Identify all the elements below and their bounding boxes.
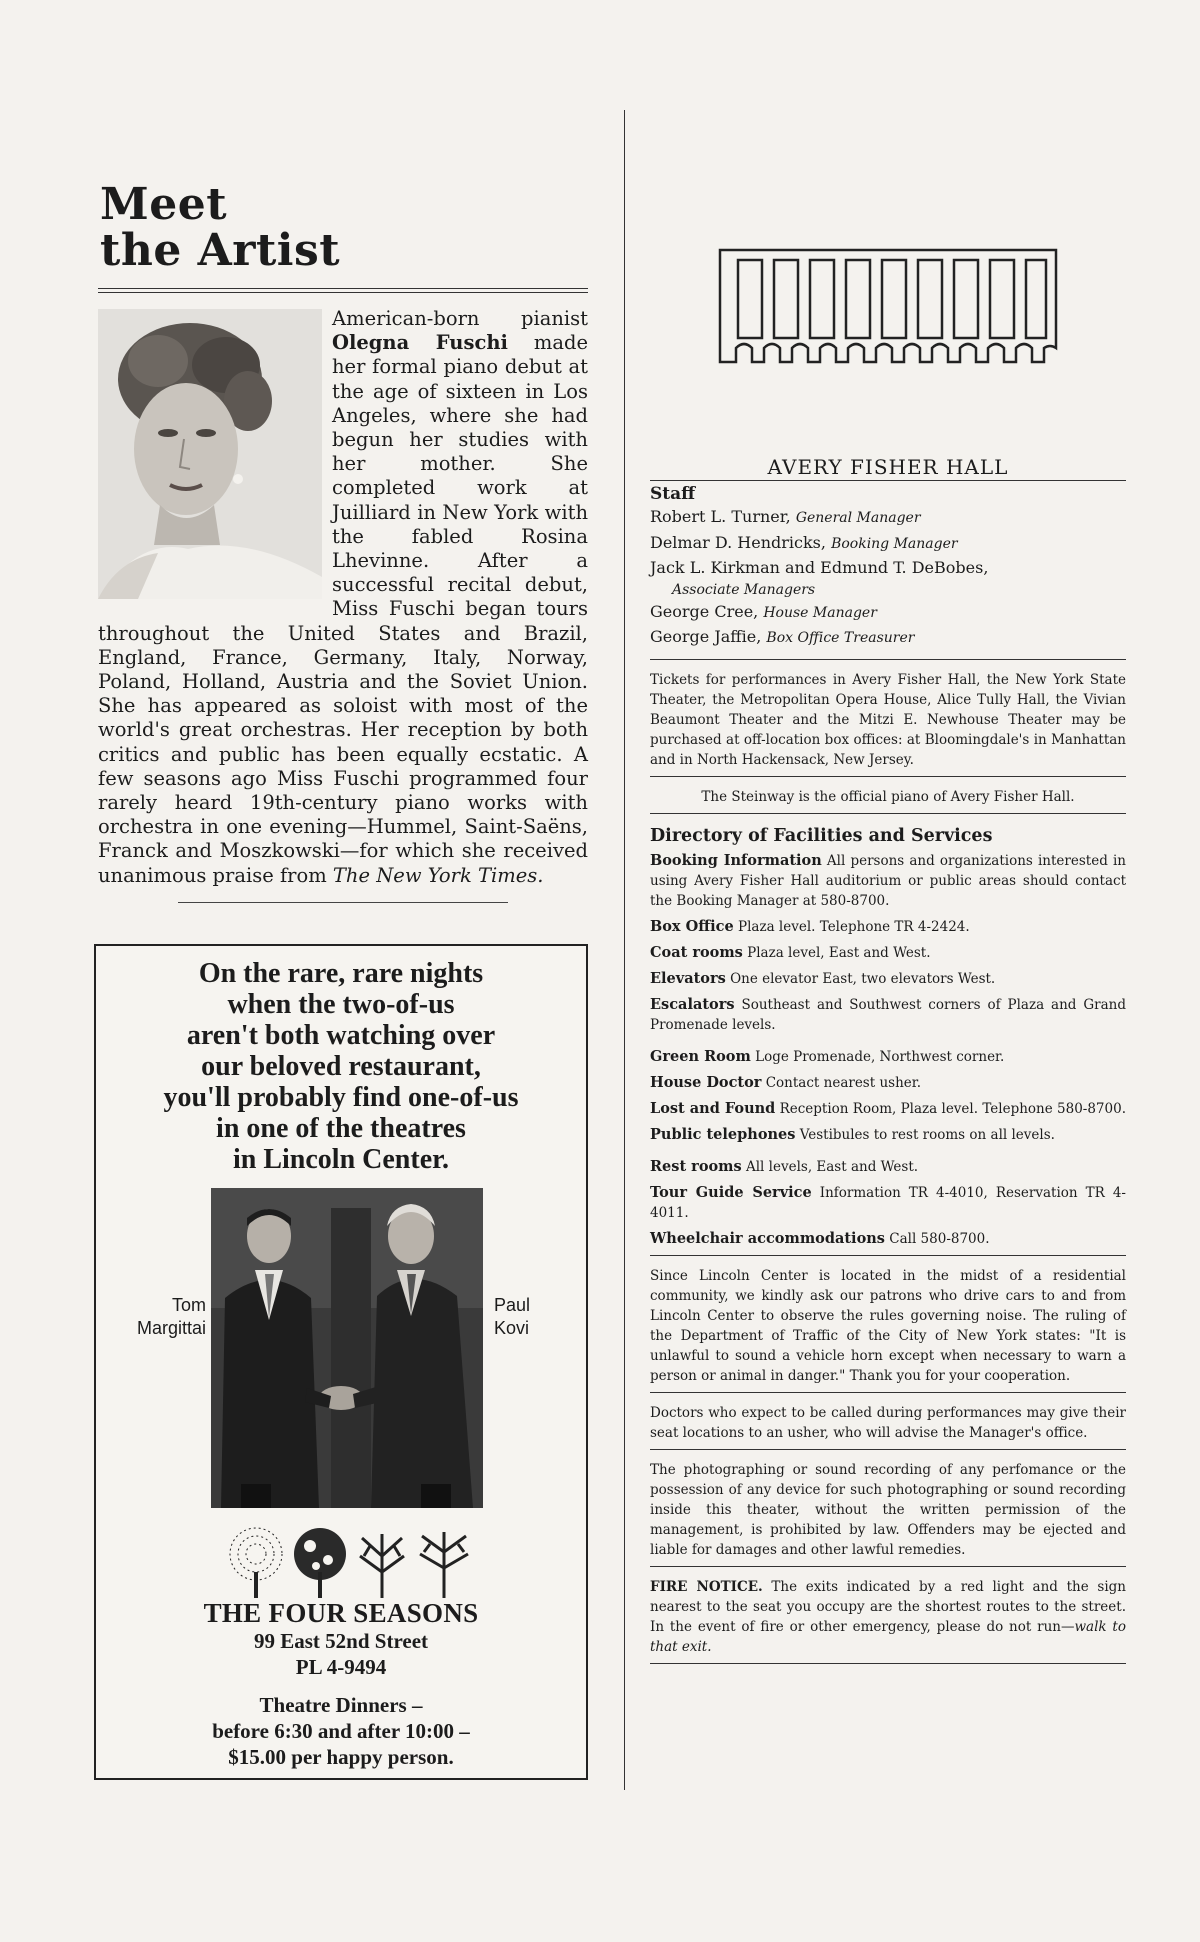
restaurant-address: 99 East 52nd Street	[253, 1629, 429, 1653]
headline-line: in one of the theatres	[216, 1113, 466, 1144]
headline-line: aren't both watching over	[186, 1020, 496, 1051]
offer-line-2: before 6:30 and after 10:00 –	[212, 1719, 470, 1743]
restaurant-phone: PL 4-9494	[295, 1655, 387, 1679]
staff-role: Box Office Treasurer	[766, 630, 915, 646]
directory-label: Tour Guide Service	[650, 1183, 812, 1201]
directory-text: Southeast and Southwest corners of Plaza and Grand Promenade levels.	[650, 996, 1126, 1033]
artist-name: Olegna Fuschi	[332, 331, 508, 355]
staff-line	[650, 505, 1126, 531]
four-seasons-advertisement	[94, 944, 588, 1780]
title-line-1: Meet	[100, 179, 228, 230]
headline-line: our beloved restaurant,	[201, 1051, 481, 1082]
directory-text: Vestibules to rest rooms on all levels.	[795, 1126, 1055, 1143]
directory-label: Booking Information	[650, 851, 822, 869]
artist-portrait	[98, 309, 322, 599]
fire-notice-label: FIRE NOTICE.	[650, 1578, 763, 1595]
directory-item	[650, 851, 1126, 911]
directory-label: Escalators	[650, 995, 735, 1013]
directory-text: Reception Room, Plaza level. Telephone 580-8700.	[775, 1100, 1126, 1117]
staff-role: House Manager	[763, 604, 877, 621]
hall-title: AVERY FISHER HALL	[767, 455, 1009, 479]
steinway-notice: The Steinway is the official piano of Avery Fisher Hall.	[701, 788, 1075, 805]
column-divider	[624, 110, 625, 1790]
directory-label: Coat rooms	[650, 943, 743, 961]
caption-right	[494, 1294, 584, 1340]
artist-bio	[98, 307, 588, 888]
directory-item	[650, 1099, 1126, 1119]
owners-photo	[211, 1188, 483, 1508]
directory-text: All levels, East and West.	[741, 1158, 919, 1175]
directory-text: Contact nearest usher.	[761, 1074, 922, 1091]
directory-item	[650, 917, 1126, 937]
rule	[650, 480, 1126, 481]
ad-headline	[96, 958, 586, 1175]
rule	[650, 813, 1126, 814]
staff-name: Delmar D. Hendricks,	[650, 532, 832, 552]
caption-right-line-2: Kovi	[494, 1318, 530, 1338]
staff-name: Robert L. Turner,	[650, 507, 796, 526]
bio-intro: American-born pianist	[332, 307, 588, 330]
noise-notice: Since Lincoln Center is located in the midst of a residential community, we kindly ask our patrons who drive cars to and from Lincoln Center to observe the rules governing noise. The ruling of the Department of Traffic of the City of New York states: "It is unlawful to sound a vehicle horn except when necessary to warn a person or animal in danger." Thank you for your cooperation.	[650, 1267, 1126, 1384]
four-seasons-trees-logo	[224, 1526, 474, 1600]
staff-line	[650, 531, 1126, 557]
bio-body: made her formal piano debut at the age of sixteen in Los Angeles, where she had begun her studies with her mother. She completed work at Juilliard in New York with the fabled Rosina Lhevinne. After a successful recital debut, Miss Fuschi began tours throughout the United States and Brazil, England, France, Germany, Italy, Norway, Poland, Holland, Austria and the Soviet Union. She has appeared as soloist with most of the world's great orchestras. Her reception by both critics and public has been equally ecstatic. A few seasons ago Miss Fuschi programmed four rarely heard 19th-century piano works with orchestra in one evening—Hummel, Saint-Saëns, Franck and Moszkowski—for which she received unanimous praise from	[98, 331, 588, 887]
directory-item	[650, 995, 1126, 1035]
offer-line-1: Theatre Dinners –	[259, 1693, 423, 1717]
headline-line: when the two-of-us	[227, 989, 455, 1020]
photography-notice: The photographing or sound recording of any perfomance or the possession of any device for such photographing or sound recording inside this theater, without the written permission of the management, is prohibited by law. Offenders may be ejected and liable for damages and other lawful remedies.	[650, 1461, 1126, 1558]
staff-role: Booking Manager	[831, 535, 958, 552]
bio-end-rule	[178, 902, 508, 903]
fire-notice-text: The exits indicated by a red light and the sign nearest to the seat you occupy are the shortest routes to the street. In the event of fire or other emergency, please do not run—	[650, 1578, 1126, 1635]
staff-role: General Manager	[795, 510, 921, 526]
directory-label: Rest rooms	[650, 1157, 742, 1175]
staff-role: Associate Managers	[672, 581, 816, 598]
directory-label: Green Room	[650, 1047, 751, 1065]
directory-text: One elevator East, two elevators West.	[725, 970, 996, 987]
directory-item	[650, 1229, 1126, 1249]
fire-notice-emphasis: walk to that exit.	[650, 1618, 1126, 1655]
directory-label: Elevators	[650, 969, 726, 987]
directory-item	[650, 969, 1126, 989]
caption-left-line-1: Tom	[171, 1295, 206, 1315]
staff-heading: Staff	[650, 484, 696, 504]
caption-right-line-1: Paul	[494, 1295, 531, 1315]
directory-label: Public telephones	[650, 1125, 796, 1143]
bio-source: The New York Times.	[332, 863, 544, 887]
headline-line: On the rare, rare nights	[198, 958, 484, 989]
title-rule	[98, 288, 588, 293]
staff-name: Jack L. Kirkman and Edmund T. DeBobes,	[650, 558, 989, 577]
doctors-notice: Doctors who expect to be called during performances may give their seat locations to an usher, who will advise the Manager's office.	[650, 1404, 1126, 1441]
directory-label: Lost and Found	[650, 1099, 776, 1117]
directory-item	[650, 1073, 1126, 1093]
caption-left-line-2: Margittai	[136, 1318, 206, 1338]
directory-heading: Directory of Facilities and Services	[650, 825, 993, 846]
caption-left	[98, 1294, 206, 1340]
directory-text: Information TR 4-4010, Reservation TR 4-4011.	[650, 1184, 1126, 1221]
directory-text: Plaza level. Telephone TR 4-2424.	[733, 918, 970, 935]
directory-item	[650, 1183, 1126, 1223]
directory-label: House Doctor	[650, 1073, 762, 1091]
directory-item	[650, 1125, 1126, 1145]
offer-line-3: $15.00 per happy person.	[228, 1745, 454, 1769]
headline-line: in Lincoln Center.	[233, 1144, 449, 1175]
staff-name: George Cree,	[650, 601, 764, 621]
ad-footer	[96, 1598, 586, 1770]
staff-line	[650, 556, 1126, 580]
directory-item	[650, 1157, 1126, 1177]
staff-line	[650, 600, 1126, 626]
avery-fisher-hall-logo	[714, 240, 1062, 372]
hall-content	[650, 480, 1126, 1664]
directory-text: Call 580-8700.	[884, 1230, 990, 1247]
directory-item	[650, 943, 1126, 963]
section-title	[100, 179, 588, 276]
fire-notice	[650, 1567, 1126, 1663]
meet-the-artist-section	[98, 179, 588, 903]
directory-text: Loge Promenade, Northwest corner.	[750, 1048, 1005, 1065]
directory-label: Box Office	[650, 917, 734, 935]
directory-text: All persons and organizations interested in using Avery Fisher Hall auditorium or public areas should contact the Booking Manager at 580-8700.	[650, 852, 1126, 909]
staff-name: George Jaffie,	[650, 627, 767, 646]
directory-label: Wheelchair accommodations	[650, 1229, 885, 1247]
tickets-notice: Tickets for performances in Avery Fisher Hall, the New York State Theater, the Metropolitan Opera House, Alice Tully Hall, the Vivian Beaumont Theater and the Mitzi E. Newhouse Theater may be purchased at off-location box offices: at Bloomingdale's in Manhattan and in North Hackensack, New Jersey.	[650, 671, 1126, 768]
staff-line	[650, 625, 1126, 651]
rule	[650, 1663, 1126, 1664]
title-line-2: the Artist	[100, 225, 341, 276]
headline-line: you'll probably find one-of-us	[163, 1082, 519, 1113]
directory-text: Plaza level, East and West.	[742, 944, 931, 961]
directory-item	[650, 1047, 1126, 1067]
restaurant-name: THE FOUR SEASONS	[203, 1598, 479, 1628]
